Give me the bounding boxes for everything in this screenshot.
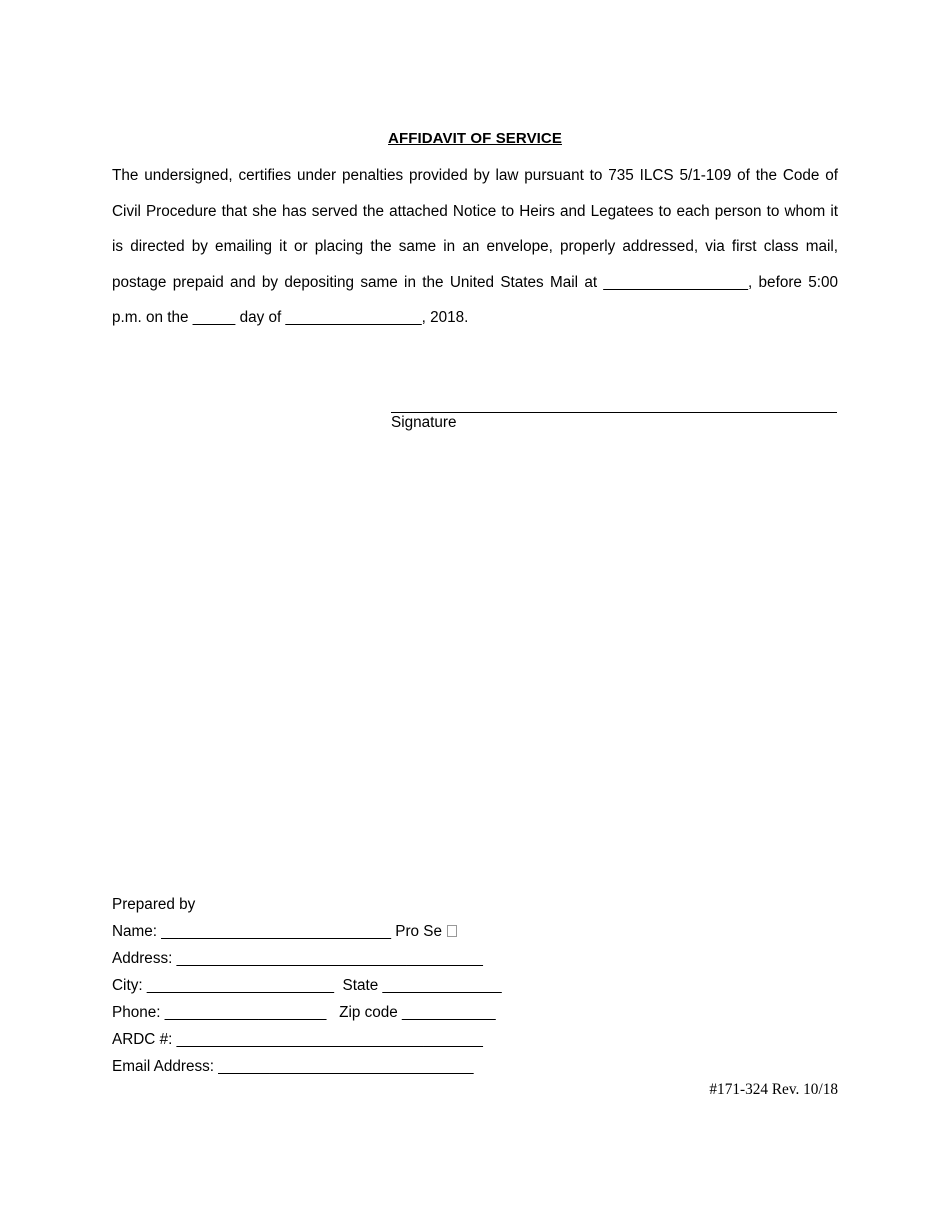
signature-label: Signature: [391, 414, 457, 431]
pro-se-checkbox[interactable]: [447, 925, 457, 937]
city-state-field-line[interactable]: City: ______________________ State ______________: [112, 977, 502, 994]
prepared-by-block: [112, 891, 502, 1080]
phone-zip-field-line[interactable]: Phone: ___________________ Zip code ___________: [112, 1004, 496, 1021]
affidavit-body: The undersigned, certifies under penalties provided by law pursuant to 735 ILCS 5/1-109 of the Code of Civil Procedure that she has served the attached Notice to Heirs and Legatees to each person to whom it is directed by emailing it or placing the same in an envelope, properly addressed, via first class mail, postage prepaid and by depositing same in the United States Mail at _________________, before 5:00 p.m. on the _____ day of ________________, 2018.: [112, 167, 838, 326]
address-field-line[interactable]: Address: ____________________________________: [112, 950, 483, 967]
email-field-line[interactable]: Email Address: ______________________________: [112, 1058, 474, 1075]
form-number: #171-324 Rev. 10/18: [709, 1081, 838, 1098]
prepared-by-heading: Prepared by: [112, 896, 196, 913]
signature-line[interactable]: [391, 412, 837, 413]
name-field-row: [112, 918, 502, 945]
name-field-line[interactable]: Name: ___________________________ Pro Se: [112, 923, 447, 940]
ardc-field-line[interactable]: ARDC #: ____________________________________: [112, 1031, 483, 1048]
page-title: AFFIDAVIT OF SERVICE: [388, 130, 562, 147]
